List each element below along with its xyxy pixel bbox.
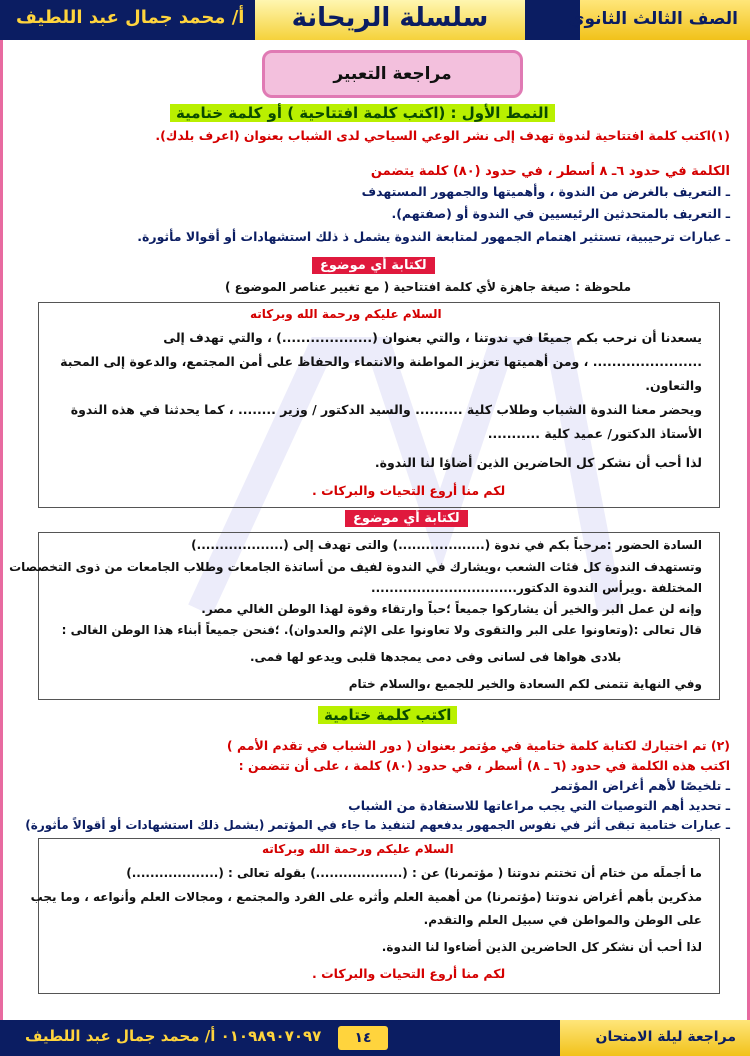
part1-instruction: الكلمة في حدود ٦ـ ٨ أسطر ، في حدود (٨٠) كلمة يتضمن <box>370 164 730 179</box>
opening-template-box-2 <box>38 532 720 700</box>
box2-line-5: قال تعالى :(وتعاونوا على البر والتقوى ولا تعاونوا على الإثم والعدوان). ؛فنحن جميعاً أبناء هذا الوطن الغالى : <box>61 623 702 637</box>
box1-line-5: الأستاذ الدكتور/ عميد كلية ........... <box>487 426 702 441</box>
part1-heading-text: النمط الأول : (اكتب كلمة افتتاحية ) أو كلمة ختامية <box>170 104 555 122</box>
tag-any-topic-1: لكتابة أي موضوع <box>312 257 435 274</box>
box3-line-2: مذكرين بأهم أغراض ندوتنا (مؤتمرنا) من أهمية العلم وأثره على الفرد والمجتمع ، ومجالات العلم وأنواعه ، وما يجب <box>30 890 702 904</box>
box1-line-4: ويحضر معنا الندوة الشباب وطلاب كلية .......... والسيد الدكتور / وزير ........ ، كما يحدثنا في هذه الندوة <box>70 402 702 417</box>
part2-point-2: ـ تحديد أهم التوصيات التي يجب مراعاتها للاستفادة من الشباب <box>348 798 730 813</box>
frame-left <box>0 40 3 1020</box>
box3-greeting: السلام عليكم ورحمة الله وبركاته <box>262 842 454 856</box>
header-series: سلسلة الريحانة <box>291 3 489 33</box>
part1-point-1: ـ التعريف بالغرض من الندوة ، وأهميتها والجمهور المستهدف <box>361 184 730 199</box>
box1-closing: لكم منا أروع التحيات والبركات . <box>312 483 506 498</box>
part1-point-3: ـ عبارات ترحيبية، تستثير اهتمام الجمهور لمتابعة الندوة يشمل ذ ذلك استشهادات أو أقوالا مأثورة. <box>137 229 730 244</box>
part2-instruction: اكتب هذه الكلمة في حدود (٦ ـ ٨) أسطر ، في حدود (٨٠) كلمة ، على أن تتضمن : <box>238 758 730 773</box>
part1-heading <box>170 104 555 122</box>
box2-line-1: السادة الحضور :مرحباً بكم في ندوة (...................) والتى تهدف إلى (...................) <box>191 538 702 552</box>
box3-line-3: على الوطن والمواطن في سبيل العلم والتقدم. <box>423 913 702 927</box>
box2-line-3: المختلفة .ويرأس الندوة الدكتور................................ <box>371 581 702 595</box>
box1-greeting: السلام عليكم ورحمة الله وبركاته <box>250 307 442 321</box>
box2-line-4: وإنه لن عمل البر والخير أن يشاركوا جميعاً ؛حباً وارتقاء وقوة لهذا الوطن الغالي مصر. <box>201 602 702 616</box>
part1-note: ملحوظة : صيغة جاهزة لأي كلمة افتتاحية ( مع تغيير عناصر الموضوع ) <box>225 280 632 294</box>
box3-line-4: لذا أحب أن نشكر كل الحاضرين الذين أضاءوا لنا الندوة. <box>381 940 702 954</box>
footer-label: مراجعة ليلة الامتحان <box>595 1029 736 1045</box>
box1-line-2: ....................... ، ومن أهميتها تعزيز المواطنة والانتماء والحفاظ على أمن المجتمع، والدعوة إلى المحبة <box>60 354 702 369</box>
box2-line-7: وفي النهاية تتمنى لكم السعادة والخير للجميع ،والسلام ختام <box>348 677 702 691</box>
tag-any-topic-2: لكتابة أي موضوع <box>345 510 468 527</box>
page-title: مراجعة التعبير <box>262 50 523 98</box>
part2-heading <box>318 706 457 724</box>
header-grade: الصف الثالث الثانوي <box>568 9 738 29</box>
box1-line-6: لذا أحب أن نشكر كل الحاضرين الذين أضاؤا لنا الندوة. <box>374 455 702 470</box>
box3-closing: لكم منا أروع التحيات والبركات . <box>312 966 506 981</box>
part1-point-2: ـ التعريف بالمتحدثين الرئيسيين في الندوة أو (صفتهم). <box>391 206 730 221</box>
box2-line-2: وتستهدف الندوة كل فئات الشعب ،ويشارك في الندوة لفيف من أساتذة الجامعات وطلاب الجامعات من ذوى التخصصات <box>9 560 702 574</box>
box3-line-1: ما أجملَه من ختام أن تختتم ندوتنا ( مؤتمرنا) عن : (...................) بقوله تعالى : (...................) <box>126 866 702 880</box>
header-teacher: أ/ محمد جمال عبد اللطيف <box>16 7 245 28</box>
box1-line-3: والتعاون. <box>645 378 702 393</box>
footer-phone: ٠١٠٩٨٩٠٧٠٩٧ <box>220 1027 322 1045</box>
footer-contact <box>25 1027 321 1045</box>
part2-point-1: ـ تلخيصًا لأهم أغراض المؤتمر <box>551 778 730 793</box>
box2-verse: بلادى هواها فى لسانى وفى دمى يمجدها قلبى ويدعو لها فمى. <box>250 650 622 664</box>
part2-heading-text: اكتب كلمة ختامية <box>318 706 457 724</box>
part2-point-3: ـ عبارات ختامية تبقى أثر في نفوس الجمهور يدفعهم لتنفيذ ما جاء في المؤتمر (يشمل ذلك استشهادات أو أقوالاً مأثورة) <box>25 818 730 832</box>
part2-question: (٢) تم اختيارك لكتابة كلمة ختامية في مؤتمر بعنوان ( دور الشباب في تقدم الأمم ) <box>226 738 730 753</box>
part1-question: (١)اكتب كلمة افتتاحية لندوة تهدف إلى نشر الوعي السياحي لدى الشباب بعنوان (اعرف بلدك). <box>155 128 730 143</box>
box1-line-1: يسعدنا أن نرحب بكم جميعًا في ندوتنا ، والتي بعنوان (...................) ، والتي تهدف إلى <box>163 330 702 345</box>
footer-teacher: أ/ محمد جمال عبد اللطيف <box>25 1027 216 1045</box>
page-number: ١٤ <box>338 1026 388 1050</box>
